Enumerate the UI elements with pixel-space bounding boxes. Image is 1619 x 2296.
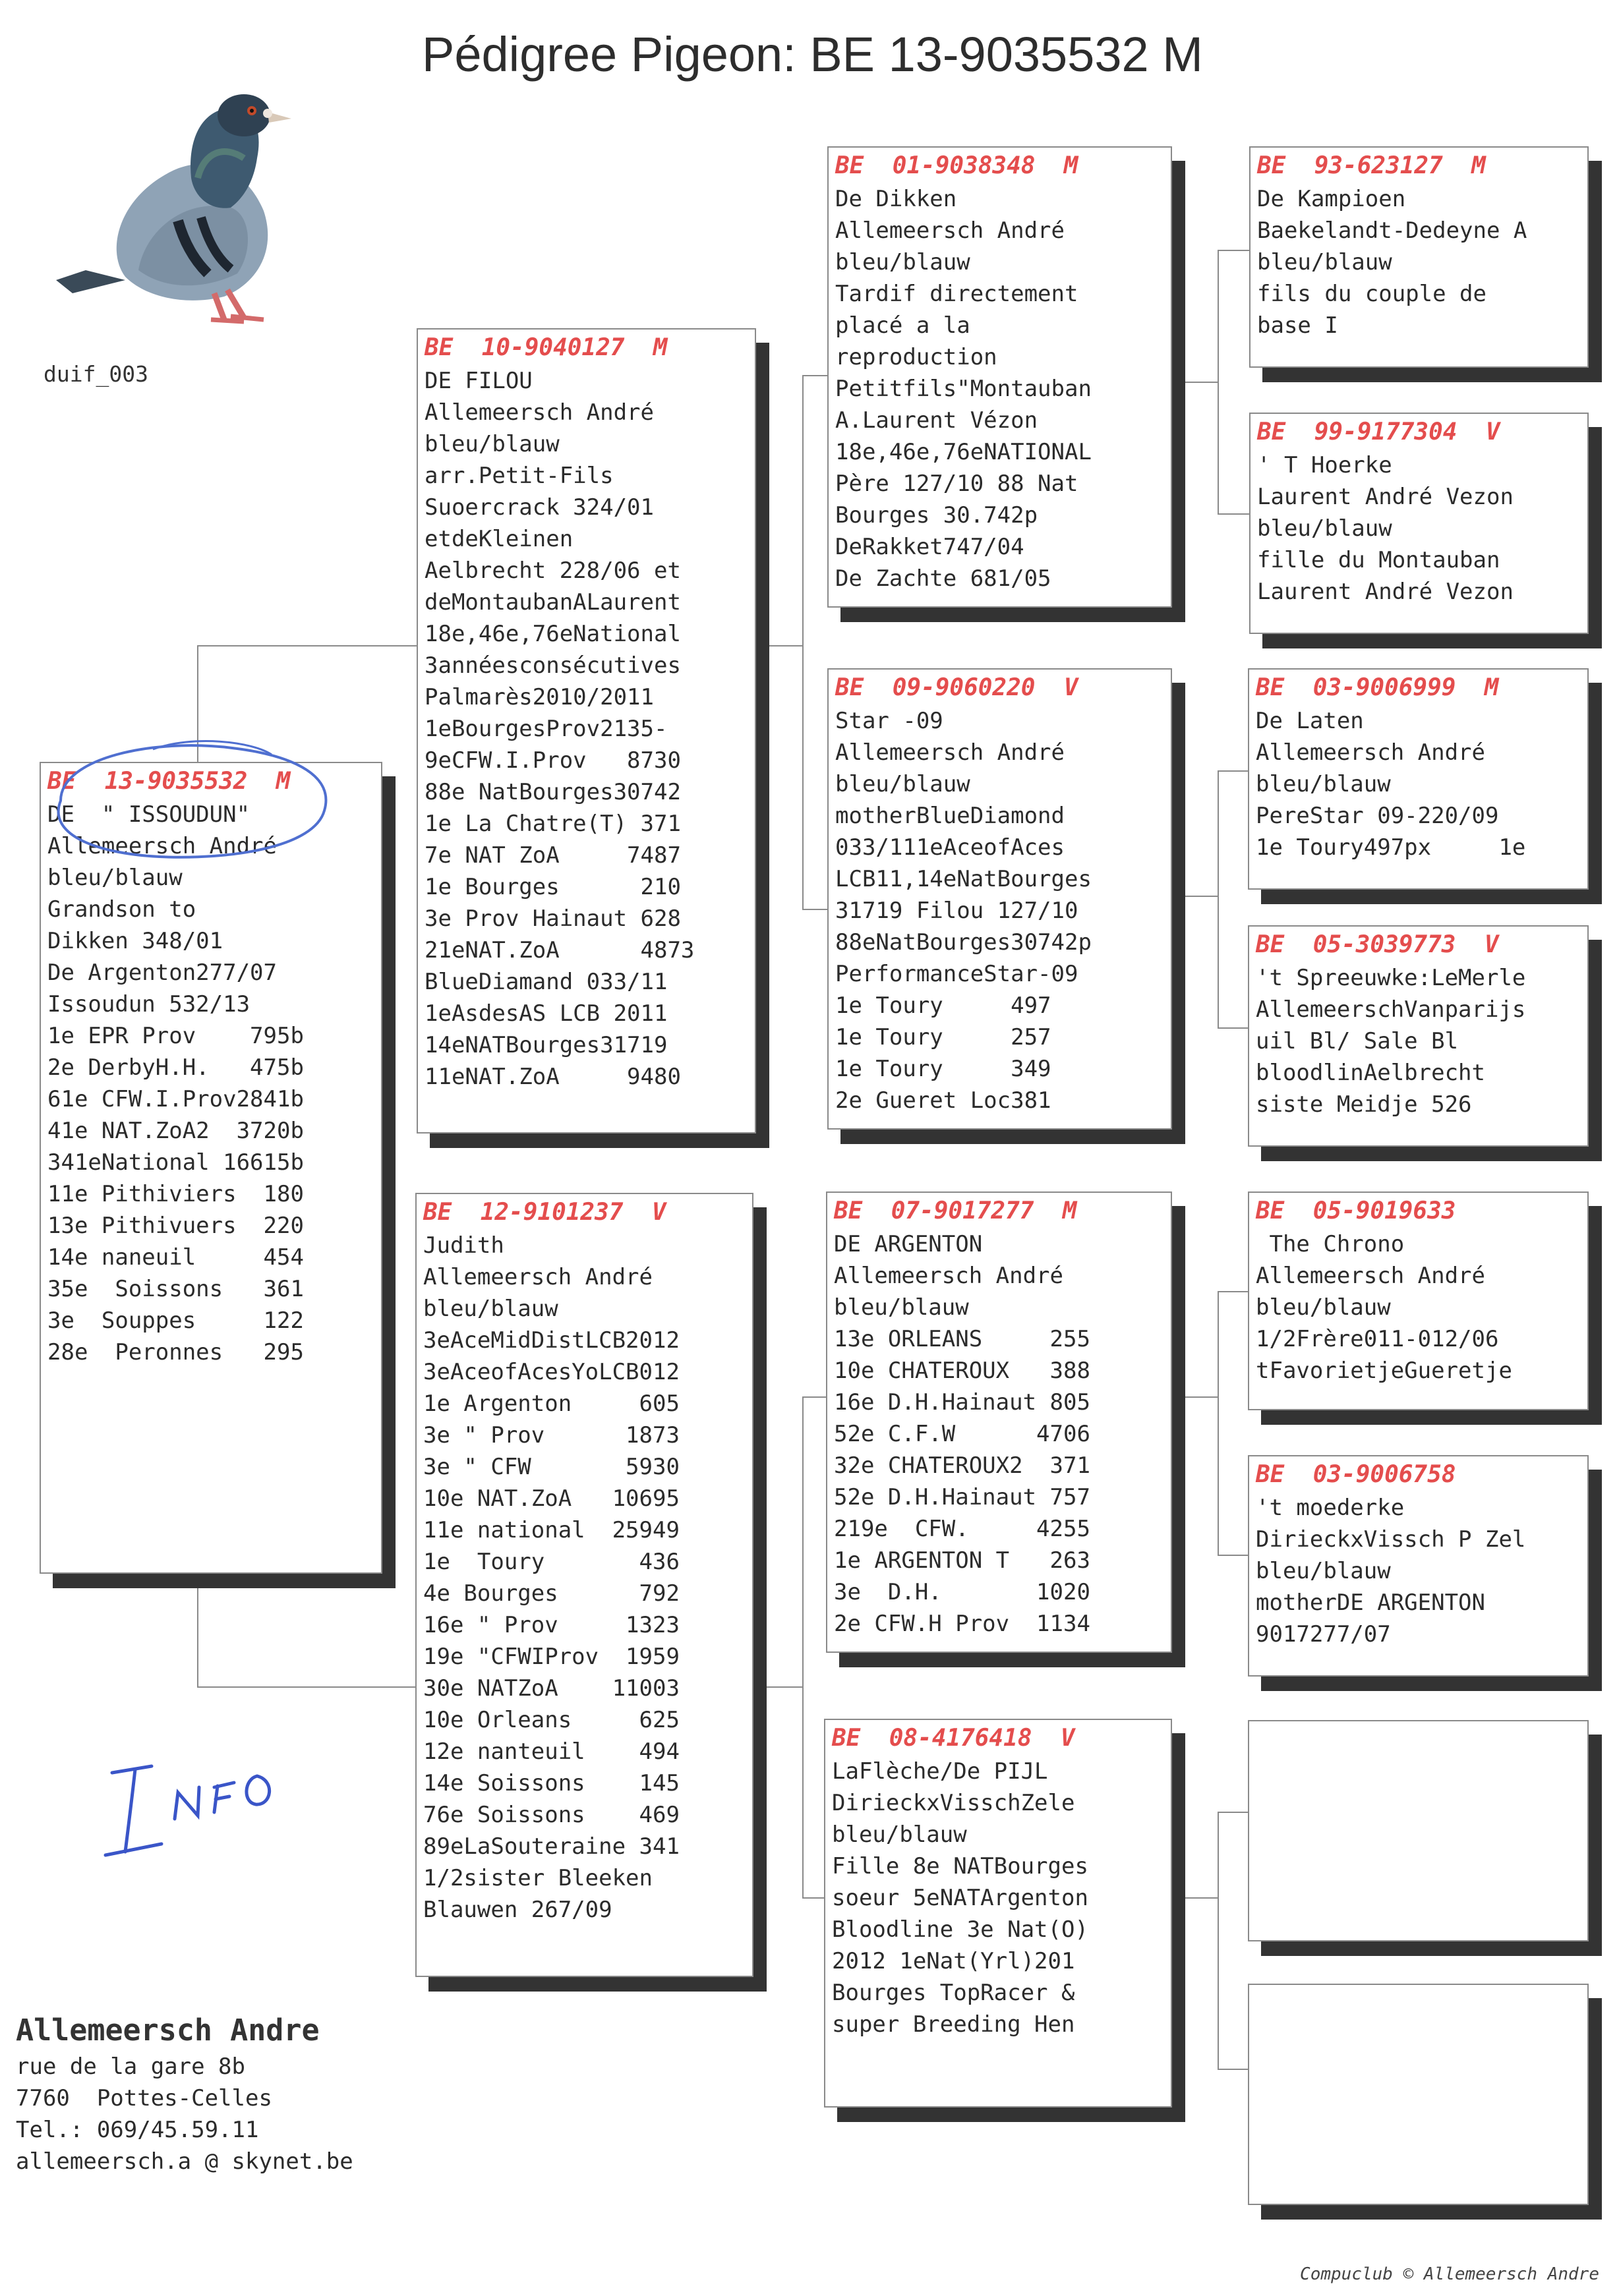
detail-line: 21eNAT.ZoA 4873 [425, 937, 695, 963]
detail-line: allemeersch.a @ skynet.be [16, 2148, 353, 2175]
detail-line: bleu/blauw [425, 431, 560, 457]
pigeon-details [1256, 1492, 1581, 1650]
detail-line: 2e CFW.H Prov 1134 [834, 1611, 1090, 1637]
pigeon-card-fmm [1248, 925, 1589, 1147]
pigeon-card-fff [1249, 146, 1589, 368]
detail-line: 13e ORLEANS 255 [834, 1326, 1090, 1352]
ring-number: BE 03-9006758 [1256, 1461, 1456, 1488]
handwritten-info-annotation [99, 1746, 316, 1878]
detail-line: 89eLaSouteraine 341 [423, 1833, 680, 1860]
detail-line: Fille 8e NATBourges [832, 1853, 1088, 1880]
detail-line: DE FILOU [425, 368, 533, 394]
detail-line: 't Spreeuwke:LeMerle [1256, 965, 1526, 991]
detail-line: Allemeersch André [835, 739, 1065, 766]
detail-line: 1e ARGENTON T 263 [834, 1547, 1090, 1574]
pigeon-card-mmm-empty [1248, 1984, 1589, 2205]
detail-line: bleu/blauw [1256, 1558, 1391, 1584]
detail-line: 341eNational 16615b [47, 1149, 304, 1176]
ring-number: BE 12-9101237 V [423, 1199, 666, 1226]
detail-line: 3e D.H. 1020 [834, 1579, 1090, 1605]
detail-line: 61e CFW.I.Prov2841b [47, 1086, 304, 1112]
detail-line: 033/111eAceofAces [835, 834, 1065, 861]
ring-number: BE 99-9177304 V [1257, 418, 1500, 445]
detail-line: DirieckxVisschZele [832, 1790, 1075, 1816]
pigeon-card-mother [415, 1193, 753, 1977]
pigeon-card-subject [40, 762, 382, 1574]
detail-line: 10e CHATEROUX 388 [834, 1358, 1090, 1384]
detail-line: fils du couple de [1257, 281, 1487, 307]
detail-line: Baekelandt-Dedeyne A [1257, 217, 1527, 244]
detail-line: 1e Toury 349 [835, 1056, 1051, 1082]
detail-line: 219e CFW. 4255 [834, 1516, 1090, 1542]
detail-line: Judith [423, 1232, 504, 1259]
pigeon-details [835, 705, 1164, 1116]
detail-line: 88e NatBourges30742 [425, 779, 681, 805]
pigeon-details [1256, 1228, 1581, 1387]
pigeon-card-mff [1248, 1191, 1589, 1410]
ring-number: BE 07-9017277 M [834, 1197, 1077, 1224]
detail-line: base I [1257, 312, 1338, 339]
detail-line: bleu/blauw [1257, 515, 1392, 542]
detail-line: 35e Soissons 361 [47, 1276, 304, 1302]
detail-line: bleu/blauw [832, 1822, 967, 1848]
detail-line: 1e Bourges 210 [425, 874, 681, 900]
detail-line: placé a la [835, 312, 970, 339]
detail-line: soeur 5eNATArgenton [832, 1885, 1088, 1911]
detail-line: Bourges 30.742p [835, 502, 1038, 529]
detail-line: Star -09 [835, 708, 943, 734]
detail-line: 1/2sister Bleeken [423, 1865, 653, 1891]
pigeon-card-mother-father [826, 1191, 1172, 1653]
detail-line: Issoudun 532/13 [47, 991, 250, 1018]
detail-line: 52e D.H.Hainaut 757 [834, 1484, 1090, 1510]
ring-number: BE 05-9019633 [1256, 1197, 1456, 1224]
pigeon-details [1257, 449, 1581, 608]
detail-line: bleu/blauw [834, 1294, 969, 1321]
detail-line: 30e NATZoA 11003 [423, 1675, 680, 1702]
detail-line: 11e national 25949 [423, 1517, 680, 1543]
detail-line: bleu/blauw [835, 771, 970, 797]
detail-line: Tardif directement [835, 281, 1078, 307]
detail-line: Dikken 348/01 [47, 928, 223, 954]
detail-line: 19e "CFWIProv 1959 [423, 1644, 680, 1670]
detail-line: Allemeersch André [425, 399, 654, 426]
detail-line: 10e Orleans 625 [423, 1707, 680, 1733]
detail-line: Allemeersch André [423, 1264, 653, 1290]
detail-line: 11e Pithiviers 180 [47, 1181, 304, 1207]
page-title: Pédigree Pigeon: BE 13-9035532 M [422, 27, 1203, 82]
pigeon-card-father-father [827, 146, 1172, 608]
detail-line: Palmarès2010/2011 [425, 684, 654, 710]
detail-line: 3eAceMidDistLCB2012 [423, 1327, 680, 1354]
detail-line: 9eCFW.I.Prov 8730 [425, 747, 681, 774]
detail-line: 14eNATBourges31719 [425, 1032, 668, 1058]
ring-number: BE 03-9006999 M [1256, 674, 1499, 701]
footer-copyright: Compuclub © Allemeersch Andre [1300, 2264, 1599, 2284]
detail-line: De Dikken [835, 186, 957, 212]
detail-line: Tel.: 069/45.59.11 [16, 2117, 259, 2143]
detail-line: bleu/blauw [1256, 1294, 1391, 1321]
detail-line: 1eAsdesAS LCB 2011 [425, 1000, 668, 1027]
detail-line: Blauwen 267/09 [423, 1897, 612, 1923]
detail-line: 2012 1eNat(Yrl)201 [832, 1948, 1075, 1974]
detail-line: motherDE ARGENTON [1256, 1590, 1485, 1616]
detail-line: 1e EPR Prov 795b [47, 1023, 304, 1049]
detail-line: 18e,46e,76eNational [425, 621, 681, 647]
detail-line: 88eNatBourges30742p [835, 929, 1092, 956]
detail-line: 14e Soissons 145 [423, 1770, 680, 1796]
pigeon-details [47, 799, 374, 1368]
pigeon-details [832, 1756, 1164, 2040]
detail-line: 1e Argenton 605 [423, 1391, 680, 1417]
detail-line: Laurent André Vezon [1257, 579, 1514, 605]
pigeon-card-ffm [1249, 413, 1589, 634]
pigeon-details [1257, 183, 1581, 341]
detail-line: arr.Petit-Fils [425, 463, 614, 489]
pigeon-details [425, 365, 748, 1093]
owner-address [16, 2051, 353, 2177]
pigeon-card-father-mother [827, 668, 1172, 1130]
detail-line: De Zachte 681/05 [835, 565, 1051, 592]
detail-line: 4e Bourges 792 [423, 1580, 680, 1607]
detail-line: bloodlinAelbrecht [1256, 1060, 1485, 1086]
detail-line: 41e NAT.ZoA2 3720b [47, 1118, 304, 1144]
detail-line: De Laten [1256, 708, 1364, 734]
detail-line: 11eNAT.ZoA 9480 [425, 1064, 681, 1090]
detail-line: uil Bl/ Sale Bl [1256, 1028, 1459, 1054]
detail-line: DirieckxVissch P Zel [1256, 1526, 1526, 1553]
detail-line: 32e CHATEROUX2 371 [834, 1452, 1090, 1479]
detail-line: Allemeersch André [835, 217, 1065, 244]
pigeon-details [1256, 962, 1581, 1120]
detail-line: 52e C.F.W 4706 [834, 1421, 1090, 1447]
detail-line: A.Laurent Vézon [835, 407, 1038, 434]
detail-line: DE " ISSOUDUN" [47, 801, 250, 828]
detail-line: bleu/blauw [835, 249, 970, 275]
detail-line: PereStar 09-220/09 [1256, 803, 1499, 829]
detail-line: Père 127/10 88 Nat [835, 471, 1078, 497]
detail-line: The Chrono [1256, 1231, 1405, 1257]
detail-line: bleu/blauw [423, 1296, 558, 1322]
detail-line: tFavorietjeGueretje [1256, 1358, 1512, 1384]
detail-line: De Kampioen [1257, 186, 1406, 212]
detail-line: bleu/blauw [47, 865, 183, 891]
detail-line: fille du Montauban [1257, 547, 1500, 573]
detail-line: 3e Souppes 122 [47, 1307, 304, 1334]
detail-line: 1e Toury 257 [835, 1024, 1051, 1050]
handdrawn-circle-mark [34, 722, 351, 873]
detail-line: Grandson to [47, 896, 196, 923]
detail-line: 1/2Frère011-012/06 [1256, 1326, 1499, 1352]
detail-line: 1e Toury497px 1e [1256, 834, 1526, 861]
detail-line: 9017277/07 [1256, 1621, 1391, 1648]
pigeon-details [423, 1230, 746, 1926]
detail-line: 3e Prov Hainaut 628 [425, 905, 681, 932]
detail-line: PerformanceStar-09 [835, 961, 1078, 987]
detail-line: 3e " Prov 1873 [423, 1422, 680, 1449]
detail-line: 31719 Filou 127/10 [835, 898, 1078, 924]
ring-number: BE 08-4176418 V [832, 1725, 1075, 1752]
detail-line: 3annéesconsécutives [425, 652, 681, 679]
detail-line: 7e NAT ZoA 7487 [425, 842, 681, 869]
detail-line: Allemeersch André [47, 833, 277, 859]
detail-line: 18e,46e,76eNATIONAL [835, 439, 1092, 465]
detail-line: 3eAceofAcesYoLCB012 [423, 1359, 680, 1385]
detail-line: 13e Pithivuers 220 [47, 1213, 304, 1239]
pigeon-card-father [417, 328, 756, 1134]
detail-line: Allemeersch André [1256, 739, 1485, 766]
detail-line: DeRakket747/04 [835, 534, 1024, 560]
detail-line: 1eBourgesProv2135- [425, 716, 668, 742]
detail-line: 14e naneuil 454 [47, 1244, 304, 1271]
detail-line: bleu/blauw [1256, 771, 1391, 797]
pigeon-details [1256, 705, 1581, 863]
owner-info [16, 2010, 353, 2177]
ring-number: BE 13-9035532 M [47, 768, 291, 795]
ring-number: BE 01-9038348 M [835, 152, 1078, 179]
detail-line: De Argenton277/07 [47, 960, 277, 986]
detail-line: motherBlueDiamond [835, 803, 1065, 829]
ring-number [1256, 1989, 1581, 2021]
detail-line: 2e DerbyH.H. 475b [47, 1054, 304, 1081]
pigeon-details [834, 1228, 1164, 1640]
detail-line: etdeKleinen [425, 526, 574, 552]
detail-line: LaFlèche/De PIJL [832, 1758, 1048, 1785]
ring-number: BE 09-9060220 V [835, 674, 1078, 701]
detail-line: 12e nanteuil 494 [423, 1738, 680, 1765]
detail-line: Petitfils"Montauban [835, 376, 1092, 402]
pigeon-card-mfm [1248, 1455, 1589, 1677]
pigeon-details [835, 183, 1164, 594]
detail-line: 16e D.H.Hainaut 805 [834, 1389, 1090, 1416]
detail-line: DE ARGENTON [834, 1231, 983, 1257]
detail-line: 28e Peronnes 295 [47, 1339, 304, 1365]
owner-name: Allemeersch Andre [16, 2013, 320, 2048]
detail-line: Suoercrack 324/01 [425, 494, 654, 521]
detail-line: 7760 Pottes-Celles [16, 2085, 272, 2111]
detail-line: BlueDiamand 033/11 [425, 969, 668, 995]
detail-line: siste Meidje 526 [1256, 1091, 1472, 1118]
detail-line: 't moederke [1256, 1495, 1405, 1521]
detail-line: 1e Toury 497 [835, 992, 1051, 1019]
detail-line: ' T Hoerke [1257, 452, 1392, 478]
detail-line: rue de la gare 8b [16, 2053, 245, 2080]
ring-number [1256, 1725, 1581, 1757]
detail-line: Aelbrecht 228/06 et [425, 558, 681, 584]
detail-line: LCB11,14eNatBourges [835, 866, 1092, 892]
detail-line: 10e NAT.ZoA 10695 [423, 1485, 680, 1512]
ring-number: BE 10-9040127 M [425, 334, 668, 361]
detail-line: Allemeersch André [834, 1263, 1063, 1289]
detail-line: reproduction [835, 344, 997, 370]
detail-line: 16e " Prov 1323 [423, 1612, 680, 1638]
ring-number: BE 93-623127 M [1257, 152, 1486, 179]
detail-line: 3e " CFW 5930 [423, 1454, 680, 1480]
detail-line: bleu/blauw [1257, 249, 1392, 275]
detail-line: 1e La Chatre(T) 371 [425, 811, 681, 837]
detail-line: 1e Toury 436 [423, 1549, 680, 1575]
detail-line: super Breeding Hen [832, 2011, 1075, 2038]
detail-line: 76e Soissons 469 [423, 1802, 680, 1828]
pedigree-code: duif_003 [44, 361, 148, 387]
pigeon-card-fmf [1248, 668, 1589, 890]
pigeon-card-mmf-empty [1248, 1720, 1589, 1941]
detail-line: Allemeersch André [1256, 1263, 1485, 1289]
ring-number: BE 05-3039773 V [1256, 931, 1499, 958]
detail-line: Bourges TopRacer & [832, 1980, 1075, 2006]
detail-line: 2e Gueret Loc381 [835, 1087, 1051, 1114]
detail-line: Laurent André Vezon [1257, 484, 1514, 510]
detail-line: deMontaubanALaurent [425, 589, 681, 616]
detail-line: AllemeerschVanparijs [1256, 996, 1526, 1023]
detail-line: Bloodline 3e Nat(O) [832, 1916, 1088, 1943]
pigeon-card-mother-mother [824, 1719, 1172, 2108]
